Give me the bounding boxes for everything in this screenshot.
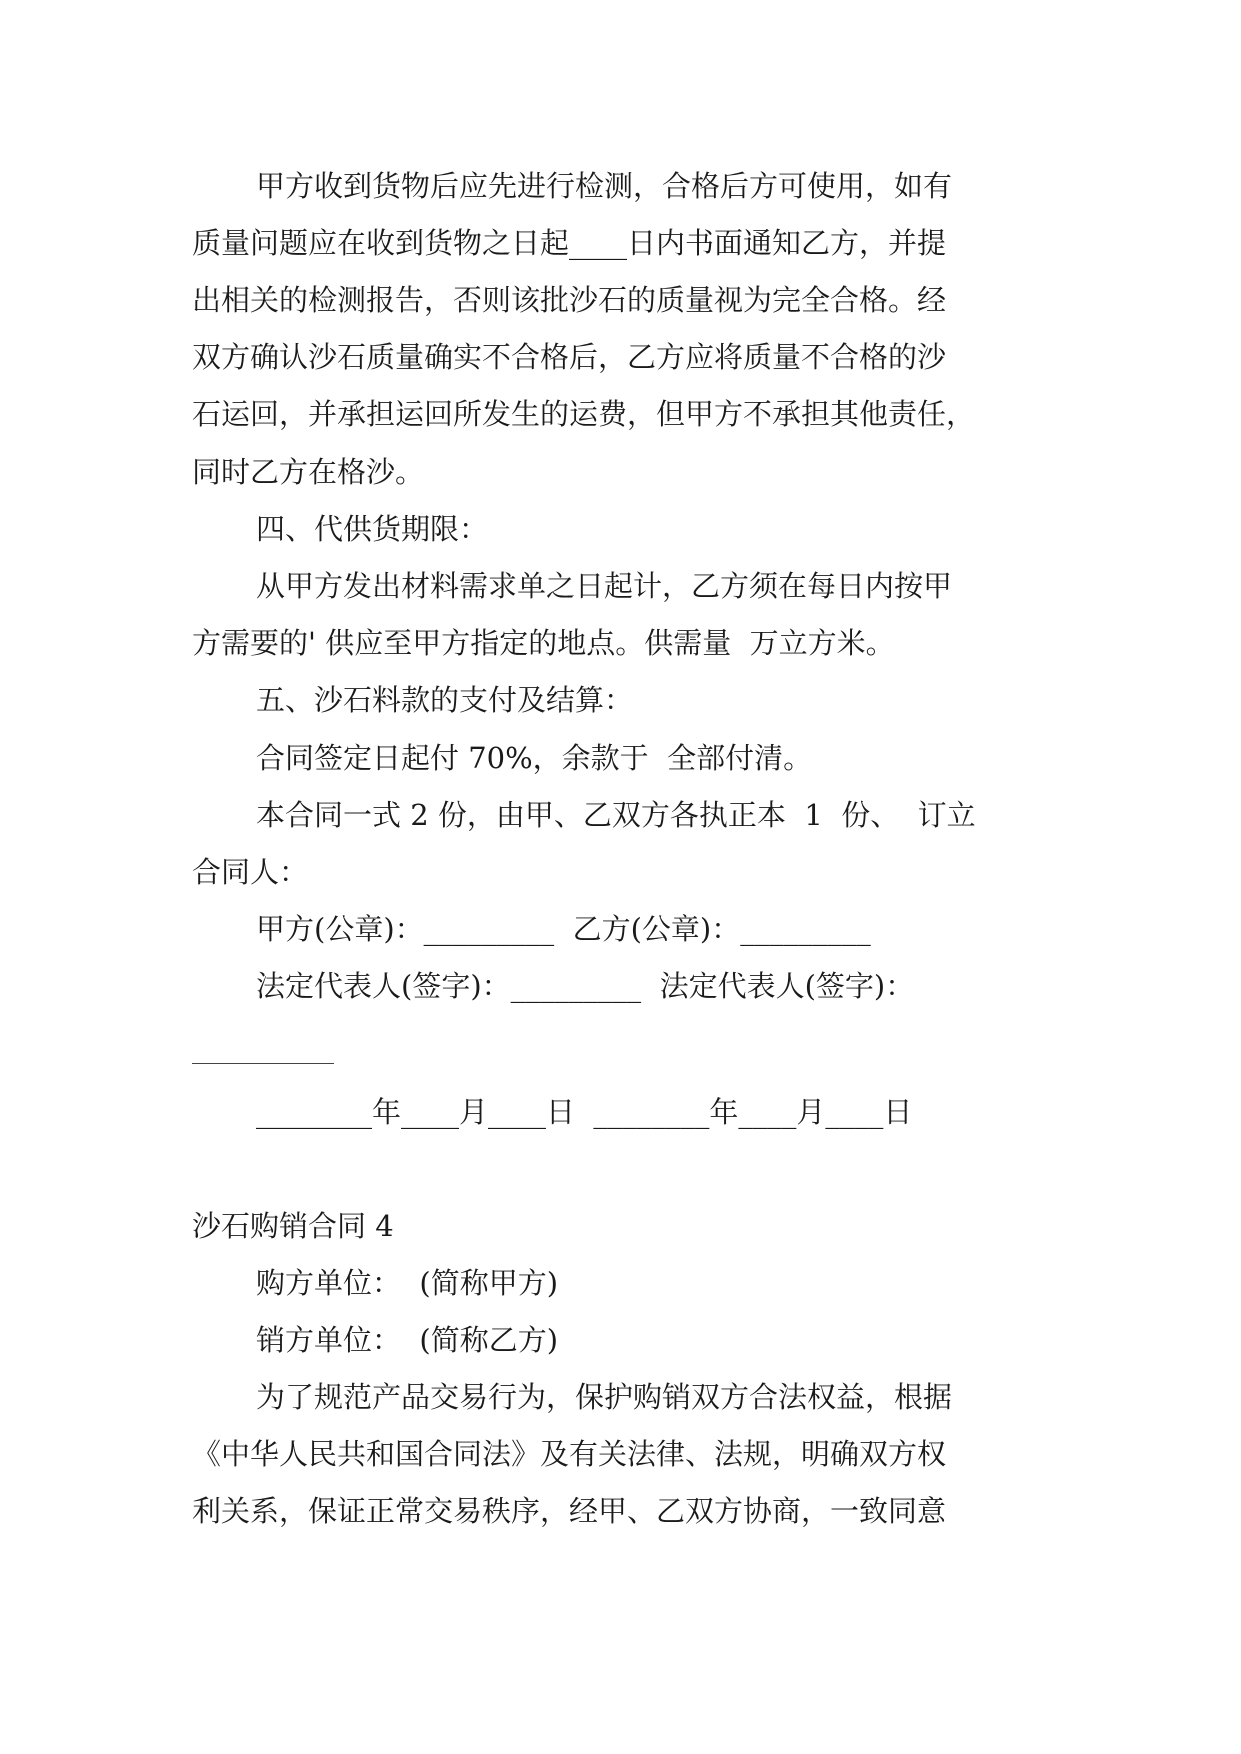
intro-para-line-2: 《中华人民共和国合同法》及有关法律、法规，明确双方权 xyxy=(192,1437,947,1471)
contract-4-title: 沙石购销合同 4 xyxy=(192,1209,394,1243)
intro-para-line-3: 利关系，保证正常交易秩序，经甲、乙双方协商，一致同意 xyxy=(192,1494,947,1528)
supply-para-line-2: 方需要的' 供应至甲方指定的地点。供需量 万立方米。 xyxy=(192,626,895,660)
intro-para-line-1: 为了规范产品交易行为，保护购销双方合法权益，根据 xyxy=(256,1380,953,1414)
signature-blank xyxy=(192,1063,334,1064)
supply-para-line-1: 从甲方发出材料需求单之日起计，乙方须在每日内按甲 xyxy=(256,569,953,603)
seal-line: 甲方(公章)：_________ 乙方(公章)：_________ xyxy=(256,912,871,946)
section-4-heading: 四、代供货期限： xyxy=(256,512,489,546)
seller-line: 销方单位： (简称乙方) xyxy=(256,1323,559,1357)
quality-para-line-5: 石运回，并承担运回所发生的运费，但甲方不承担其他责任， xyxy=(192,397,976,431)
date-line: ________年____月____日 ________年____月____日 xyxy=(256,1095,913,1129)
representative-line: 法定代表人(签字)：_________ 法定代表人(签字)： xyxy=(256,969,915,1003)
section-5-heading: 五、沙石料款的支付及结算： xyxy=(256,683,634,717)
copies-line-1: 本合同一式 2 份，由甲、乙双方各执正本 1 份、 订立 xyxy=(256,798,976,832)
quality-para-line-4: 双方确认沙石质量确实不合格后，乙方应将质量不合格的沙 xyxy=(192,340,947,374)
quality-para-line-3: 出相关的检测报告，否则该批沙石的质量视为完全合格。经 xyxy=(192,283,947,317)
quality-para-line-2: 质量问题应在收到货物之日起____日内书面通知乙方，并提 xyxy=(192,226,947,260)
quality-para-line-1: 甲方收到货物后应先进行检测，合格后方可使用，如有 xyxy=(256,169,953,203)
quality-para-line-6: 同时乙方在格沙。 xyxy=(192,455,425,489)
buyer-line: 购方单位： (简称甲方) xyxy=(256,1266,559,1300)
payment-line: 合同签定日起付 70%，余款于 全部付清。 xyxy=(256,741,813,775)
copies-line-2: 合同人： xyxy=(192,855,309,889)
